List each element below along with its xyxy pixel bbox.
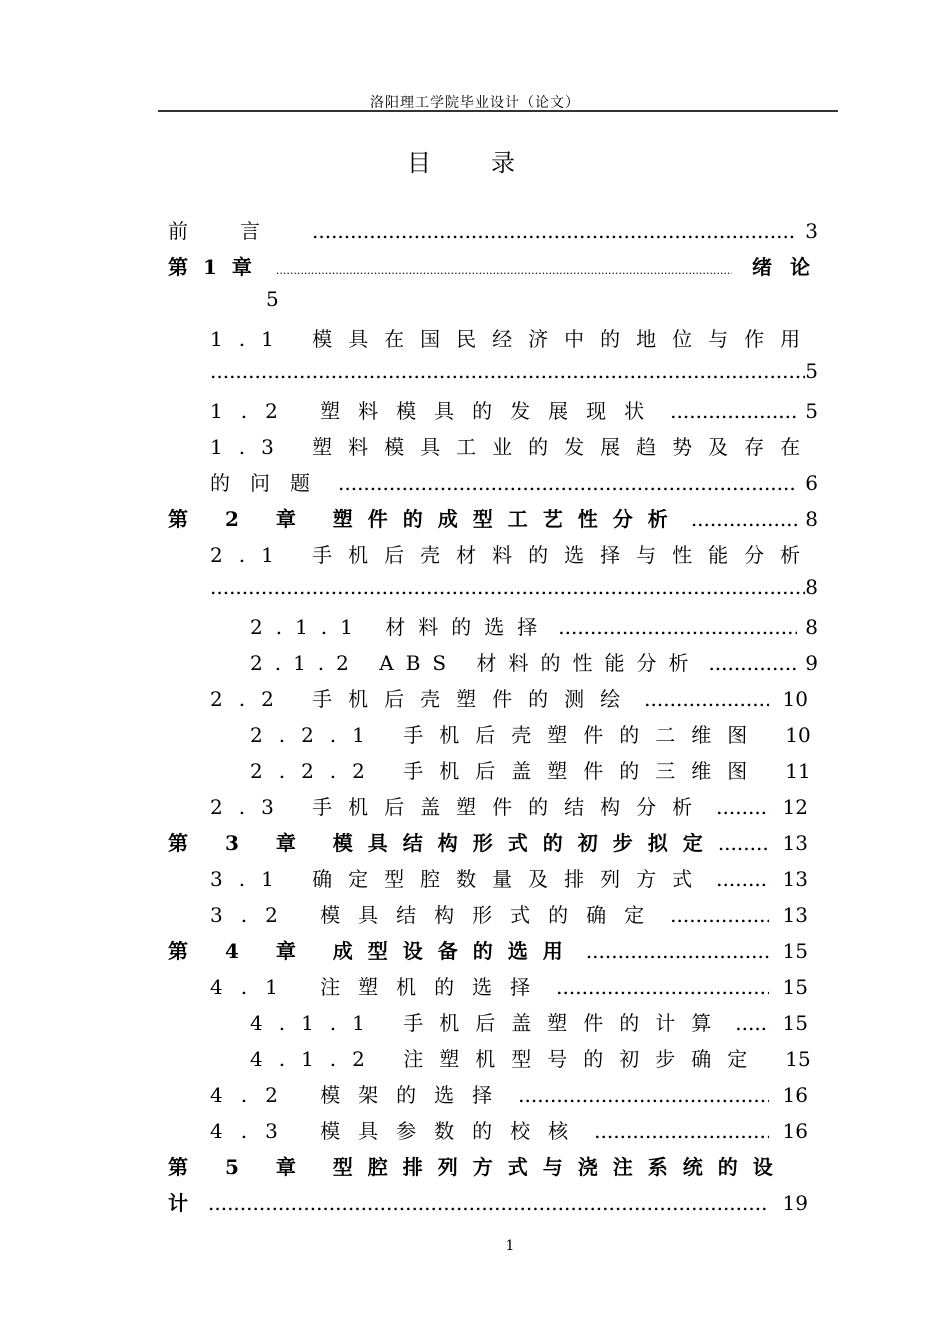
toc-entry-label: 2.1.1 材料的选择 (250, 615, 551, 639)
dot-leader (594, 1119, 768, 1143)
toc-entry-label: 4.1.2 注塑机型号的初步确定 (250, 1047, 764, 1071)
toc-entry-page: 5 (266, 287, 279, 311)
toc-entry-label: 4.1.1 手机后盖塑件的计算 (250, 1011, 728, 1035)
toc-entry-page: 8 (805, 575, 818, 599)
toc-entry-preface[interactable] (168, 215, 818, 245)
toc-entry-label: 第 5 章 型腔排列方式与浇注系统的设 (168, 1155, 788, 1179)
toc-entry-page: 10 (785, 723, 811, 747)
dot-leader (735, 1011, 768, 1035)
toc-entry-page: 5 (805, 399, 818, 423)
toc-entry-4-1-2[interactable] (250, 1043, 811, 1073)
toc-entry-2-1-leader (210, 575, 818, 605)
toc-entry-label: 3.1 确定型腔数量及排列方式 (210, 867, 709, 891)
toc-entry-page: 13 (782, 831, 808, 855)
toc-entry-ch1[interactable] (168, 251, 828, 281)
dot-leader (518, 1083, 768, 1107)
running-header: 洛阳理工学院毕业设计（论文） (370, 95, 580, 111)
toc-entry-page: 9 (805, 651, 818, 675)
dot-leader (338, 471, 797, 495)
toc-entry-2-1-2[interactable] (250, 647, 818, 677)
toc-entry-1-1-leader (210, 359, 818, 389)
toc-entry-label: 2.2.1 手机后壳塑件的二维图 (250, 723, 764, 747)
toc-entry-label: 2.2.2 手机后盖塑件的三维图 (250, 759, 764, 783)
dot-leader (558, 615, 797, 639)
toc-entry-ch3[interactable] (168, 827, 808, 857)
toc-entry-1-2[interactable] (210, 395, 818, 425)
dot-leader (208, 1191, 769, 1215)
toc-entry-label: 2.1.2 ABS 材料的性能分析 (250, 651, 701, 675)
toc-entry-page: 3 (805, 219, 818, 243)
toc-entry-2-1[interactable] (210, 539, 820, 569)
dot-leader (210, 575, 805, 599)
toc-entry-page: 16 (782, 1119, 808, 1143)
toc-entry-2-2-1[interactable] (250, 719, 811, 749)
dot-leader (718, 831, 769, 855)
toc-entry-page: 15 (782, 1011, 808, 1035)
dot-leader (586, 939, 769, 963)
toc-entry-2-2-2[interactable] (250, 755, 811, 785)
toc-entry-label: 计 (168, 1191, 188, 1215)
toc-entry-1-1[interactable] (210, 323, 820, 353)
dot-leader (691, 507, 797, 531)
toc-entry-ch5[interactable] (168, 1151, 820, 1181)
toc-entry-2-2[interactable] (210, 683, 808, 713)
toc-entry-label: 的问题 (210, 471, 330, 495)
toc-entry-page: 8 (805, 507, 818, 531)
dot-leader (556, 975, 768, 999)
toc-entry-label: 第 1 章 (168, 255, 256, 279)
toc-entry-2-1-1[interactable] (250, 611, 818, 641)
toc-entry-page: 8 (805, 615, 818, 639)
toc-entry-label: 4.3 模具参数的校核 (210, 1119, 587, 1143)
toc-entry-page: 13 (782, 903, 808, 927)
toc-entry-ch4[interactable] (168, 935, 808, 965)
toc-entry-page: 6 (805, 471, 818, 495)
toc-entry-4-3[interactable] (210, 1115, 808, 1145)
toc-entry-page: 5 (805, 359, 818, 383)
toc-entry-page: 19 (782, 1191, 808, 1215)
toc-entry-label: 1.1 模具在国民经济中的地位与作用 (210, 327, 817, 351)
dot-leader (670, 903, 768, 927)
dot-leader (312, 219, 797, 243)
dot-leader (708, 651, 797, 675)
dot-leader (644, 687, 768, 711)
toc-title: 目录 (407, 149, 575, 177)
toc-entry-label: 1.2 塑料模具的发展现状 (210, 399, 663, 423)
toc-entry-label: 4.1 注塑机的选择 (210, 975, 549, 999)
dot-leader (210, 359, 805, 383)
toc-entry-label: 第 4 章 成型设备的选用 (168, 939, 578, 963)
toc-entry-3-1[interactable] (210, 863, 808, 893)
toc-entry-page: 16 (782, 1083, 808, 1107)
dot-leader (716, 867, 768, 891)
toc-entry-4-2[interactable] (210, 1079, 808, 1109)
toc-entry-page: 15 (785, 1047, 811, 1071)
toc-entry-3-2[interactable] (210, 899, 808, 929)
dot-leader (670, 399, 797, 423)
toc-entry-page: 11 (785, 759, 811, 783)
toc-entry-label: 2.2 手机后壳塑件的测绘 (210, 687, 637, 711)
toc-entry-page: 15 (782, 975, 808, 999)
toc-entry-page: 12 (782, 795, 808, 819)
toc-entry-ch2[interactable] (168, 503, 818, 533)
toc-entry-label: 第 3 章 模具结构形式的初步拟定 (168, 831, 718, 855)
toc-entry-page: 13 (782, 867, 808, 891)
toc-entry-1-3-cont (210, 467, 818, 497)
toc-entry-label: 1.3 塑料模具工业的发展趋势及存在 (210, 435, 817, 459)
toc-entry-label: 2.3 手机后盖塑件的结构分析 (210, 795, 709, 819)
toc-entry-4-1[interactable] (210, 971, 808, 1001)
dot-leader (716, 795, 768, 819)
toc-entry-2-3[interactable] (210, 791, 808, 821)
toc-entry-label: 4.2 模架的选择 (210, 1083, 511, 1107)
toc-entry-label: 前言 (168, 219, 312, 243)
toc-entry-label: 3.2 模具结构形式的确定 (210, 903, 663, 927)
toc-entry-label: 2.1 手机后壳材料的选择与性能分析 (210, 543, 817, 567)
dot-leader (276, 264, 732, 277)
toc-entry-page: 15 (782, 939, 808, 963)
toc-entry-title: 绪论 (752, 255, 828, 279)
toc-entry-ch5-cont (168, 1187, 808, 1217)
toc-entry-page: 10 (782, 687, 808, 711)
toc-entry-4-1-1[interactable] (250, 1007, 808, 1037)
header-rule (158, 110, 838, 112)
page-number: 1 (505, 1238, 515, 1254)
toc-entry-page-wrap (266, 287, 306, 317)
toc-entry-1-3[interactable] (210, 431, 820, 461)
toc-entry-label: 第 2 章 塑件的成型工艺性分析 (168, 507, 683, 531)
